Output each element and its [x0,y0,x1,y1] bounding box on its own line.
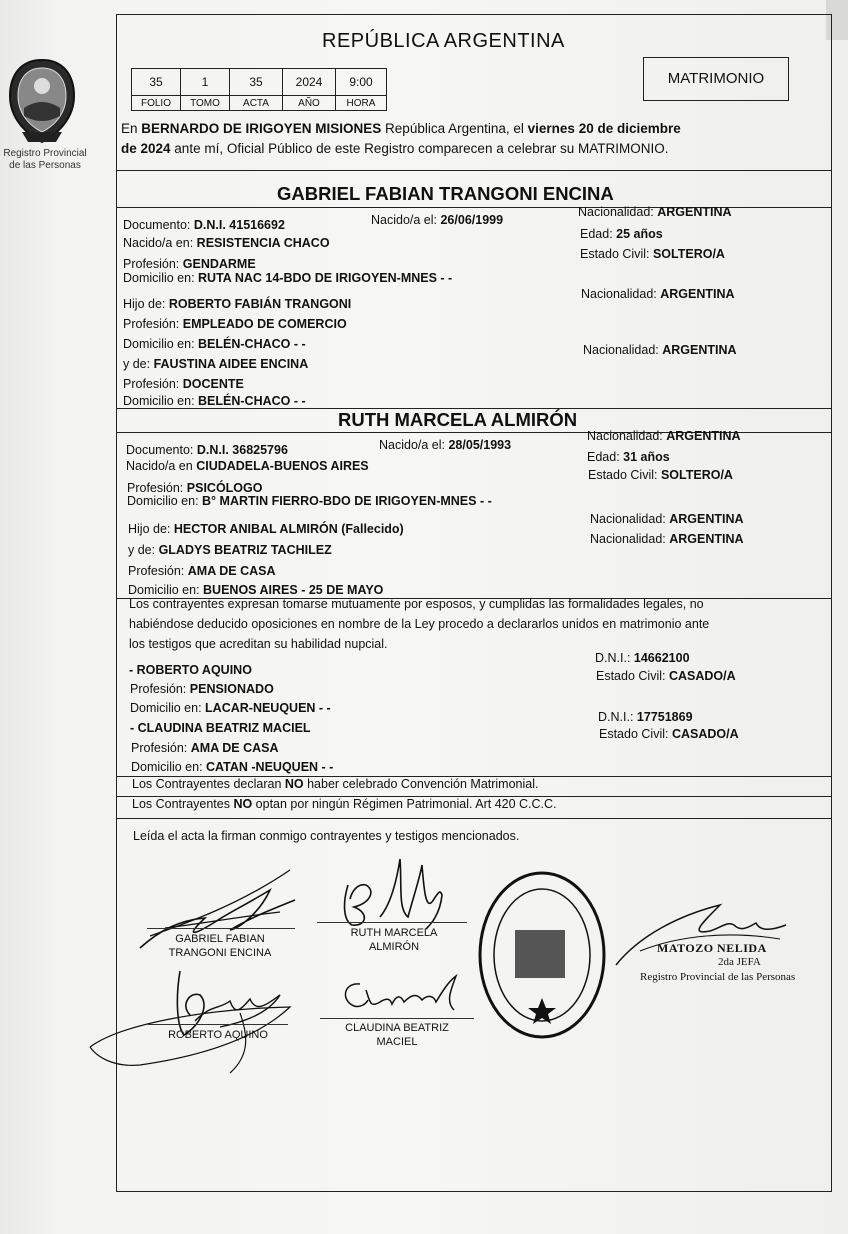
tomo-label: TOMO [181,96,230,111]
c2-father: Hijo de: HECTOR ANIBAL ALMIRÓN (Fallecido) [128,522,404,536]
anio-label: AÑO [283,96,336,111]
c1-nat: Nacionalidad: ARGENTINA [578,205,732,219]
testigo-1-dni: D.N.I.: 14662100 [595,651,690,665]
c1-civil: Estado Civil: SOLTERO/A [580,247,725,261]
act-type-box: MATRIMONIO [643,57,789,101]
contrayente-1-name: GABRIEL FABIAN TRANGONI ENCINA [277,183,614,204]
signature-line [320,1018,474,1019]
divider [116,818,832,819]
oficial-role: 2da JEFA [718,956,761,968]
c1-father-nat: Nacionalidad: ARGENTINA [581,287,735,301]
oficial-org: Registro Provincial de las Personas [640,971,796,983]
c2-mother-dom: Domicilio en: BUENOS AIRES - 25 DE MAYO [128,583,384,597]
testigo-2-dom: Domicilio en: CATAN -NEUQUEN - - [131,760,334,774]
signature-label-testigo-2: CLAUDINA BEATRIZ MACIEL [345,1022,449,1048]
declaration-line-2: habiéndose deducido oposiciones en nombre de la Ley procedo a declararlos unidos en matrimonio ante [129,617,710,631]
c1-mother-prof: Profesión: DOCENTE [123,377,244,391]
c1-mother-dom: Domicilio en: BELÉN-CHACO - - [123,394,306,408]
signature-line [148,1024,288,1025]
testigo-2-prof: Profesión: AMA DE CASA [131,741,279,755]
c2-mother: y de: GLADYS BEATRIZ TACHILEZ [128,543,332,557]
oficial-name: MATOZO NELIDA [657,941,767,955]
declaration-line-1: Los contrayentes expresan tomarse mutuamente por esposos, y cumplidas las formalidades legales, no [129,597,704,611]
signature-testigo-2-icon [330,972,470,1022]
registry-table [131,68,387,111]
hora-label: HORA [336,96,387,111]
signature-label-contrayente-2: RUTH MARCELA ALMIRÓN [350,927,438,953]
c2-mother-nat: Nacionalidad: ARGENTINA [590,532,744,546]
signature-label-testigo-1: ROBERTO AQUINO [168,1029,268,1041]
signature-line [317,922,467,923]
acta-label: ACTA [230,96,283,111]
testigo-1-prof: Profesión: PENSIONADO [130,682,274,696]
c2-born: Nacido/a el: 28/05/1993 [379,438,512,452]
firma-intro: Leída el acta la firman conmigo contrayentes y testigos mencionados. [133,829,520,843]
testigo-1-name: - ROBERTO AQUINO [129,663,252,677]
c2-nat: Nacionalidad: ARGENTINA [587,429,741,443]
signature-oficial-icon [610,895,810,975]
testigo-1-civil: Estado Civil: CASADO/A [596,669,736,683]
tomo-value: 1 [181,69,230,96]
folio-value: 35 [132,69,181,96]
declaration-line-3: los testigos que acreditan su habilidad nupcial. [129,637,388,651]
c2-dom: Domicilio en: B° MARTIN FIERRO-BDO DE IRIGOYEN-MNES - - [127,494,492,508]
c2-father-nat: Nacionalidad: ARGENTINA [590,512,744,526]
c2-place: Nacido/a en CIUDADELA-BUENOS AIRES [126,459,369,473]
anio-value: 2024 [283,69,336,96]
testigo-2-civil: Estado Civil: CASADO/A [599,727,739,741]
c1-prof: Profesión: GENDARME [123,257,256,271]
c1-mother: y de: FAUSTINA AIDEE ENCINA [123,357,309,371]
acta-value: 35 [230,69,283,96]
c2-civil: Estado Civil: SOLTERO/A [588,468,733,482]
regimen-line: Los Contrayentes NO optan por ningún Régimen Patrimonial. Art 420 C.C.C. [132,797,557,811]
signature-testigo-1-icon [80,965,310,1085]
c1-father-dom: Domicilio en: BELÉN-CHACO - - [123,337,306,351]
c1-age: Edad: 25 años [580,227,663,241]
c2-prof: Profesión: PSICÓLOGO [127,481,263,495]
c1-dom: Domicilio en: RUTA NAC 14-BDO DE IRIGOYEN-MNES - - [123,271,453,285]
c2-age: Edad: 31 años [587,450,670,464]
c1-father: Hijo de: ROBERTO FABIÁN TRANGONI [123,297,352,311]
registry-label: Registro Provincial de las Personas [3,148,87,171]
page-title: REPÚBLICA ARGENTINA [322,30,565,52]
signature-line [147,928,295,929]
c1-born: Nacido/a el: 26/06/1999 [371,213,504,227]
contrayente-2-name: RUTH MARCELA ALMIRÓN [338,409,578,430]
testigo-1-dom: Domicilio en: LACAR-NEUQUEN - - [130,701,331,715]
divider [116,170,832,171]
provincial-emblem-icon [6,56,78,146]
convencion-line: Los Contrayentes declaran NO haber celebrado Convención Matrimonial. [132,777,539,791]
intro-line-2: de 2024 ante mí, Oficial Público de este Registro comparecen a celebrar su MATRIMONIO. [121,141,669,156]
c2-mother-prof: Profesión: AMA DE CASA [128,564,276,578]
official-stamp-icon [475,868,610,1043]
signature-contrayente-2-icon [330,855,470,935]
c1-father-prof: Profesión: EMPLEADO DE COMERCIO [123,317,347,331]
c1-mother-nat: Nacionalidad: ARGENTINA [583,343,737,357]
testigo-2-dni: D.N.I.: 17751869 [598,710,693,724]
testigo-2-name: - CLAUDINA BEATRIZ MACIEL [130,721,311,735]
signature-label-contrayente-1: GABRIEL FABIAN TRANGONI ENCINA [168,933,272,959]
folio-label: FOLIO [132,96,181,111]
c2-doc: Documento: D.N.I. 36825796 [126,443,288,457]
c1-place: Nacido/a en: RESISTENCIA CHACO [123,236,330,250]
c1-doc: Documento: D.N.I. 41516692 [123,218,285,232]
intro-line-1: En BERNARDO DE IRIGOYEN MISIONES República Argentina, el viernes 20 de diciembre [121,121,681,136]
hora-value: 9:00 [336,69,387,96]
